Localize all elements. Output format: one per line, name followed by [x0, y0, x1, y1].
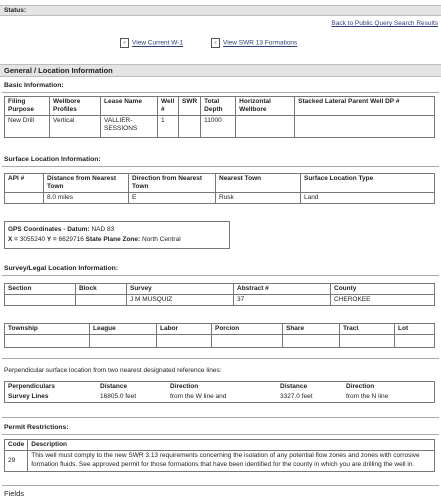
gps-box [4, 221, 230, 249]
col-nearest-town: Nearest Town [216, 174, 301, 193]
col-swr: SWR [179, 97, 201, 116]
cell-total-depth: 11000 [201, 116, 236, 138]
survey-table-2 [4, 323, 435, 348]
cell-porcion [212, 335, 283, 348]
fields-title: Fields [4, 489, 25, 498]
table-header-row [5, 382, 435, 393]
col-lot: Lot [395, 324, 435, 335]
permit-restrictions-table [4, 439, 435, 472]
cell-labor [157, 335, 212, 348]
divider [2, 358, 439, 359]
cell-location-type: Land [301, 193, 435, 204]
col-section: Section [5, 284, 76, 295]
col-description: Description [28, 440, 435, 451]
table-row [5, 295, 435, 306]
col-league: League [90, 324, 157, 335]
col-distance-town: Distance from Nearest Town [44, 174, 129, 193]
col-tract: Tract [340, 324, 395, 335]
divider [2, 166, 439, 167]
cell-description: This well must comply to the new SWR 3.13 requirements concerning the isolation of any potential flow zones and zones with corrosive formation fluids. See approved permit for those formations that have been identified for the county in which you are drilling the well in. [28, 451, 435, 472]
cell-county: CHEROKEE [331, 295, 435, 306]
col-api: API # [5, 174, 44, 193]
table-row [5, 335, 435, 348]
col-direction-town: Direction from Nearest Town [129, 174, 216, 193]
cell-share [283, 335, 340, 348]
table-header-row [5, 324, 435, 335]
cell-block [76, 295, 127, 306]
col-perpendiculars: Perpendiculars [5, 382, 98, 393]
col-wellbore-profiles: Wellbore Profiles [50, 97, 101, 116]
cell-well-number: 1 [158, 116, 179, 138]
general-title: General / Location Information [4, 66, 113, 75]
survey-legal-title: Survey/Legal Location Information: [4, 265, 119, 272]
cell-api [5, 193, 44, 204]
table-header-row [5, 97, 435, 116]
cell-survey-lines: Survey Lines [5, 392, 98, 403]
cell-distance: 8.0 miles [44, 193, 129, 204]
status-bar [0, 5, 441, 16]
cell-township [5, 335, 90, 348]
cell-distance-1: 16805.0 feet [97, 392, 167, 403]
cell-tract [340, 335, 395, 348]
col-distance-2: Distance [277, 382, 343, 393]
cell-direction-2: from the N line [343, 392, 435, 403]
table-row [5, 193, 435, 204]
col-labor: Labor [157, 324, 212, 335]
cell-lot [395, 335, 435, 348]
table-row [5, 451, 435, 472]
table-header-row [5, 284, 435, 295]
divider [2, 417, 439, 418]
gps-x-value: 3055240 [19, 236, 46, 243]
divider [2, 92, 439, 93]
cell-lease-name: VALLIER-SESSIONS [101, 116, 158, 138]
surface-location-title: Surface Location Information: [4, 156, 101, 163]
col-stacked-lateral: Stacked Lateral Parent Well DP # [295, 97, 435, 116]
cell-league [90, 335, 157, 348]
col-well-number: Well # [158, 97, 179, 116]
cell-section [5, 295, 76, 306]
cell-direction: E [129, 193, 216, 204]
perpendicular-intro: Perpendicular surface location from two nearest designated reference lines: [4, 367, 222, 374]
basic-info-table [4, 96, 435, 138]
gps-zone-value: North Central [142, 236, 181, 243]
pdf-icon: ≡ [211, 38, 220, 48]
gps-zone-label: State Plane Zone: [85, 236, 141, 243]
col-direction-2: Direction [343, 382, 435, 393]
cell-swr [179, 116, 201, 138]
survey-table [4, 283, 435, 306]
perpendiculars-table [4, 381, 435, 403]
divider [2, 485, 439, 486]
cell-filing-purpose: New Drill [5, 116, 50, 138]
divider [2, 434, 439, 435]
col-total-depth: Total Depth [201, 97, 236, 116]
cell-nearest-town: Rusk [216, 193, 301, 204]
surface-location-table [4, 173, 435, 204]
gps-x-label: X = [8, 236, 18, 243]
basic-info-title: Basic Information: [4, 82, 64, 89]
col-porcion: Porcion [212, 324, 283, 335]
permit-restrictions-title: Permit Restrictions: [4, 424, 69, 431]
view-swr13[interactable] [211, 38, 297, 48]
pdf-icon: ≡ [120, 38, 129, 48]
gps-line-2 [8, 235, 226, 245]
gps-datum-label: GPS Coordinates - Datum: [8, 226, 90, 233]
cell-direction-1: from the W line and [167, 392, 277, 403]
cell-code: 29 [5, 451, 28, 472]
col-horizontal-wellbore: Horizontal Wellbore [236, 97, 295, 116]
gps-y-value: 6629716 [58, 236, 84, 243]
col-block: Block [76, 284, 127, 295]
back-to-results-link[interactable]: Back to Public Query Search Results [331, 20, 438, 27]
col-filing-purpose: Filing Purpose [5, 97, 50, 116]
col-code: Code [5, 440, 28, 451]
col-county: County [331, 284, 435, 295]
col-lease-name: Lease Name [101, 97, 158, 116]
view-current-w1-link[interactable]: View Current W-1 [132, 39, 184, 47]
table-row [5, 392, 435, 403]
view-current-w1[interactable] [120, 38, 183, 48]
col-abstract: Abstract # [234, 284, 331, 295]
table-header-row [5, 440, 435, 451]
gps-y-label: Y = [46, 236, 57, 243]
view-swr13-link[interactable]: View SWR 13 Formations [223, 39, 298, 47]
table-header-row [5, 174, 435, 193]
cell-horizontal-wellbore [236, 116, 295, 138]
col-share: Share [283, 324, 340, 335]
cell-stacked-lateral [295, 116, 435, 138]
cell-wellbore-profile: Vertical [50, 116, 101, 138]
col-direction-1: Direction [167, 382, 277, 393]
cell-abstract: 37 [234, 295, 331, 306]
col-distance-1: Distance [97, 382, 167, 393]
status-label: Status: [4, 7, 27, 14]
cell-survey: J M MUSQUIZ [127, 295, 234, 306]
divider [2, 275, 439, 276]
col-surface-location-type: Surface Location Type [301, 174, 435, 193]
gps-datum-value: NAD 83 [91, 226, 115, 233]
col-survey: Survey [127, 284, 234, 295]
col-township: Township [5, 324, 90, 335]
cell-distance-2: 3327.0 feet [277, 392, 343, 403]
general-section-header [0, 64, 441, 77]
gps-line-1 [8, 225, 226, 235]
table-row [5, 116, 435, 138]
